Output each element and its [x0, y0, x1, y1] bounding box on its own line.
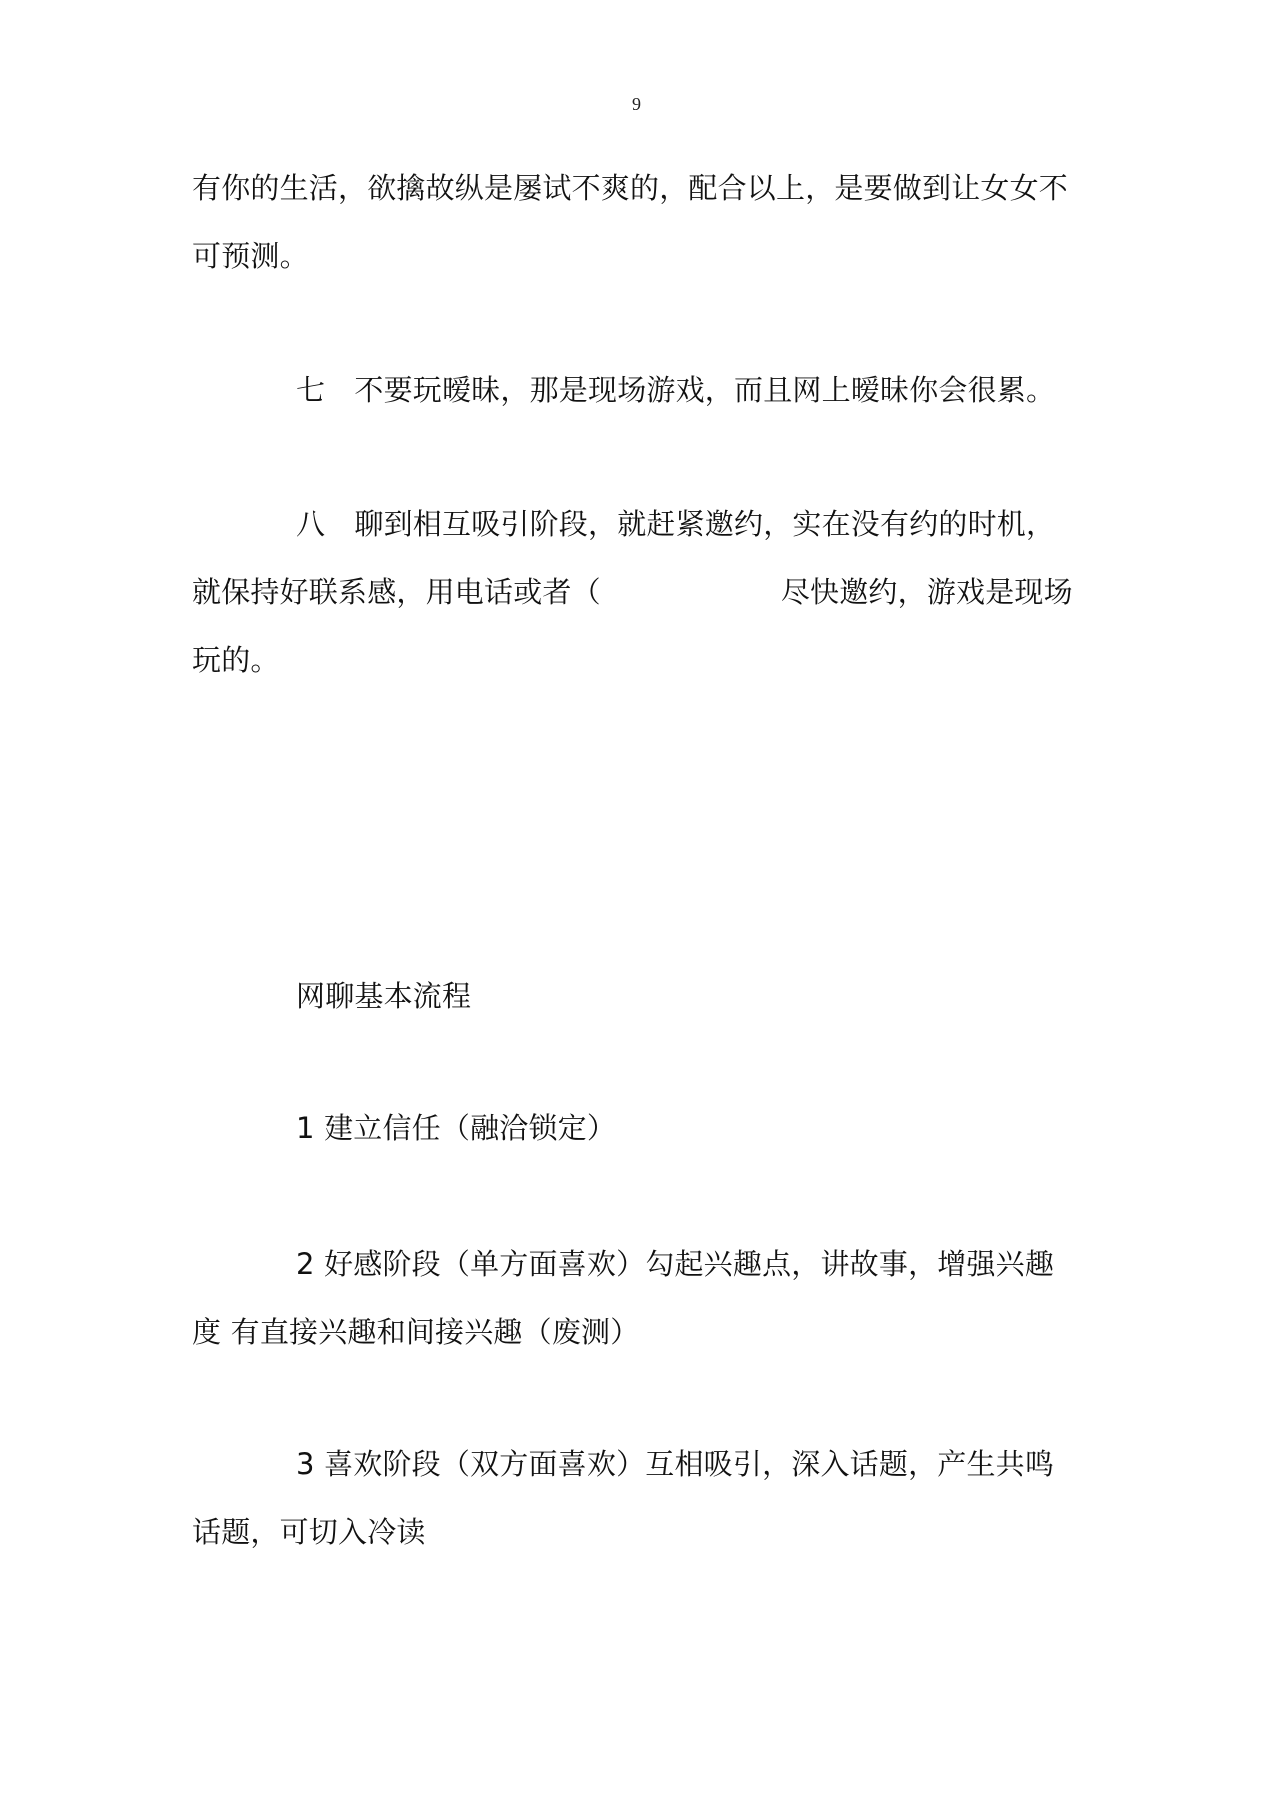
text-line: 八 聊到相互吸引阶段，就赶紧邀约，实在没有约的时机，	[296, 507, 1056, 541]
text-segment: 就保持好联系感，用电话或者（	[192, 575, 601, 609]
step-one	[192, 1094, 1086, 1162]
text-line: 3 喜欢阶段（双方面喜欢）互相吸引，深入话题，产生共鸣	[296, 1447, 1055, 1481]
paragraph-eight	[192, 490, 1086, 694]
text-line: 1 建立信任（融洽锁定）	[296, 1111, 617, 1145]
text-line: 话题，可切入冷读	[192, 1515, 426, 1549]
paragraph-continuation	[192, 154, 1086, 290]
step-three	[192, 1430, 1086, 1566]
text-line: 七 不要玩暧昧，那是现场游戏，而且网上暧昧你会很累。	[296, 373, 1056, 407]
text-line: 有你的生活，欲擒故纵是屡试不爽的，配合以上，是要做到让女女不	[192, 171, 1069, 205]
text-segment: 尽快邀约，游戏是现场	[780, 575, 1073, 609]
paragraph-seven	[192, 356, 1086, 424]
text-line: 玩的。	[192, 643, 280, 677]
text-line: 度 有直接兴趣和间接兴趣（废测）	[192, 1315, 640, 1349]
text-line-with-gap	[192, 558, 1086, 626]
heading-text: 网聊基本流程	[296, 979, 472, 1013]
step-two	[192, 1230, 1086, 1366]
text-line: 2 好感阶段（单方面喜欢）勾起兴趣点，讲故事，增强兴趣	[296, 1247, 1055, 1281]
section-heading	[192, 962, 1086, 1030]
text-line: 可预测。	[192, 239, 309, 273]
page-number: 9	[632, 94, 641, 114]
